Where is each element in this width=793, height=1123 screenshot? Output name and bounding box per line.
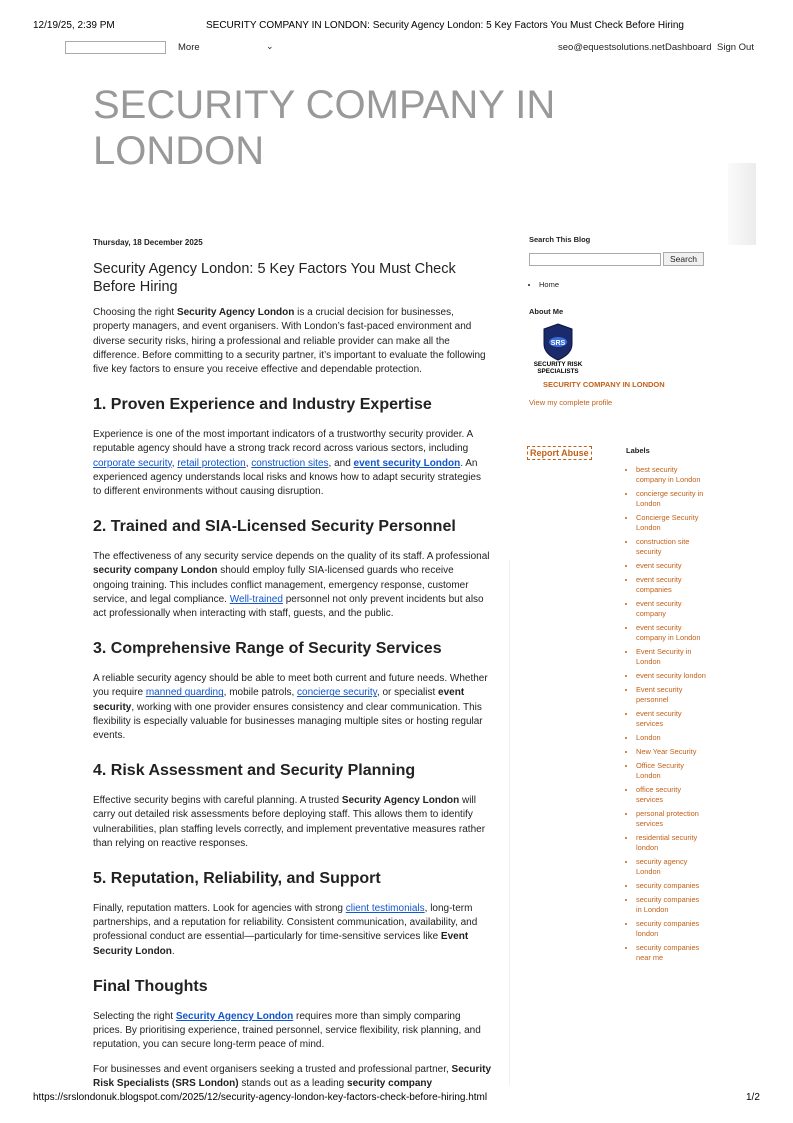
concierge-security-link[interactable]: concierge security: [297, 687, 377, 699]
label-item[interactable]: [636, 919, 706, 939]
label-item[interactable]: [636, 833, 706, 853]
label-link[interactable]: personal protection services: [636, 809, 699, 828]
label-item[interactable]: [636, 685, 706, 705]
profile-logo[interactable]: [529, 322, 587, 374]
navbar-email: seo@equestsolutions.net: [558, 42, 665, 53]
labels-heading: Labels: [626, 446, 650, 455]
navbar-search-input[interactable]: [65, 41, 166, 54]
sidebar: [529, 235, 704, 407]
final-paragraph-2: For businesses and event organisers seeking a trusted and professional partner, Security Risk Specialists (SRS London) stands out as a leading security company: [93, 1063, 492, 1089]
post-body: [93, 230, 491, 1101]
pages-list: [529, 280, 704, 289]
print-page-number: 1/2: [746, 1092, 760, 1103]
label-item[interactable]: [636, 465, 706, 485]
label-link[interactable]: security agency London: [636, 857, 688, 876]
label-item[interactable]: [636, 489, 706, 509]
search-heading: Search This Blog: [529, 235, 591, 244]
print-datetime: 12/19/25, 2:39 PM: [33, 20, 115, 31]
label-link[interactable]: New Year Security: [636, 747, 697, 756]
side-decoration: [728, 163, 756, 245]
manned-guarding-link[interactable]: manned guarding: [145, 687, 224, 699]
label-item[interactable]: [636, 647, 706, 667]
label-item[interactable]: [636, 895, 706, 915]
search-button[interactable]: Search: [663, 252, 704, 266]
label-item[interactable]: [636, 785, 706, 805]
view-profile-link[interactable]: View my complete profile: [529, 398, 613, 407]
sign-out-link[interactable]: Sign Out: [717, 42, 754, 53]
section-3-heading: 3. Comprehensive Range of Security Services: [93, 640, 442, 658]
section-2-paragraph: The effectiveness of any security service depends on the quality of its staff. A professional security company London should employ fully SIA-licensed guards who receive ongoing training. This includes conflict management, emergency response, customer service, and legal compliance. Well-trained personnel not only prevent incidents but also act professionally when interacting with staff, guests, and the public.: [93, 551, 490, 620]
label-link[interactable]: Event security personnel: [636, 685, 683, 704]
label-item[interactable]: [636, 857, 706, 877]
logo-srs-text: SRS: [550, 340, 566, 347]
security-agency-london-link[interactable]: Security Agency London: [175, 1010, 294, 1022]
label-link[interactable]: event security company: [636, 599, 682, 618]
label-item[interactable]: [636, 747, 706, 757]
label-link[interactable]: event security london: [636, 671, 706, 680]
final-paragraph-1: Selecting the right Security Agency London requires more than simply comparing prices. By prioritising experience, trained personnel, service flexibility, risk planning, and reputation, you can secure long-term peace of mind.: [93, 1010, 481, 1051]
report-abuse-link[interactable]: Report Abuse: [527, 446, 592, 460]
label-link[interactable]: event security services: [636, 709, 682, 728]
intro-paragraph: Choosing the right Security Agency London is a crucial decision for businesses, property managers, and event organisers. With London’s fast-paced environment and diverse security risks, hiring a professional and reliable provider can make all the difference. Before committing to a security partner, it’s important to evaluate the following five key factors to ensure you receive effective and dependable protection.: [93, 307, 486, 376]
label-item[interactable]: [636, 733, 706, 743]
label-link[interactable]: Event Security in London: [636, 647, 692, 666]
label-link[interactable]: residential security london: [636, 833, 698, 852]
post-title[interactable]: Security Agency London: 5 Key Factors You Must Check Before Hiring: [93, 261, 456, 296]
label-link[interactable]: Concierge Security London: [636, 513, 699, 532]
about-heading: About Me: [529, 307, 564, 316]
label-item[interactable]: [636, 809, 706, 829]
labels-widget: [626, 446, 706, 967]
section-1-paragraph: Experience is one of the most important indicators of a trustworthy security provider. A reputable agency should have a strong track record across various sectors, including corporate security, retail protection, construction sites, and event security London. An experienced agency understands local risks and knows how to adapt security strategies to different environments without causing disruption.: [93, 429, 481, 498]
label-item[interactable]: [636, 671, 706, 681]
label-item[interactable]: [636, 599, 706, 619]
labels-list: [626, 465, 706, 963]
label-link[interactable]: event security companies: [636, 575, 682, 594]
label-link[interactable]: event security: [636, 561, 682, 570]
logo-caption-1: SECURITY RISK: [533, 361, 583, 368]
label-link[interactable]: security companies london: [636, 919, 700, 938]
section-4-heading: 4. Risk Assessment and Security Planning: [93, 762, 416, 780]
client-testimonials-link[interactable]: client testimonials: [345, 903, 425, 915]
blog-search-input[interactable]: [529, 253, 661, 266]
label-link[interactable]: event security company in London: [636, 623, 701, 642]
label-item[interactable]: [636, 537, 706, 557]
label-link[interactable]: London: [636, 733, 661, 742]
label-item[interactable]: [636, 575, 706, 595]
label-link[interactable]: office security services: [636, 785, 682, 804]
print-url: https://srslondonuk.blogspot.com/2025/12/security-agency-london-key-factors-check-before-hiring.html: [33, 1092, 488, 1103]
label-link[interactable]: best security company in London: [636, 465, 701, 484]
event-security-london-link[interactable]: event security London: [353, 457, 461, 469]
navbar-more-dropdown[interactable]: [178, 42, 200, 53]
section-2-heading: 2. Trained and SIA-Licensed Security Personnel: [93, 518, 456, 536]
blog-title[interactable]: SECURITY COMPANY IN LONDON: [93, 83, 556, 173]
section-5-heading: 5. Reputation, Reliability, and Support: [93, 870, 381, 888]
section-3-paragraph: A reliable security agency should be able to meet both current and future needs. Whether you require manned guarding, mobile patrols, concierge security, or specialist event security, working with one provider ensures consistency and clear communication. This flexibility is especially valuable for businesses managing multiple sites or hosting regular events.: [93, 673, 488, 742]
retail-protection-link[interactable]: retail protection: [177, 457, 246, 469]
label-item[interactable]: [636, 943, 706, 963]
label-item[interactable]: [636, 709, 706, 729]
construction-sites-link[interactable]: construction sites: [251, 457, 329, 469]
page-home-link[interactable]: • Home: [539, 280, 704, 289]
label-item[interactable]: [636, 561, 706, 571]
chevron-down-icon[interactable]: ⌄: [266, 41, 274, 51]
dashboard-link[interactable]: Dashboard: [665, 42, 712, 53]
post-date: Thursday, 18 December 2025: [93, 238, 203, 247]
label-item[interactable]: [636, 881, 706, 891]
logo-caption-2: SPECIALISTS: [537, 368, 579, 374]
profile-name-link[interactable]: SECURITY COMPANY IN LONDON: [543, 380, 665, 389]
label-item[interactable]: [636, 623, 706, 643]
sidebar-divider: [509, 560, 510, 1085]
print-page-title: SECURITY COMPANY IN LONDON: Security Agency London: 5 Key Factors You Must Check Before Hiring: [206, 20, 684, 31]
final-thoughts-heading: Final Thoughts: [93, 977, 208, 995]
label-link[interactable]: security companies: [636, 881, 700, 890]
label-link[interactable]: concierge security in London: [636, 489, 704, 508]
well-trained-link[interactable]: Well-trained: [229, 593, 283, 605]
section-1-heading: 1. Proven Experience and Industry Expertise: [93, 396, 432, 414]
label-link[interactable]: construction site security: [636, 537, 690, 556]
label-link[interactable]: security companies near me: [636, 943, 700, 962]
label-link[interactable]: Office Security London: [636, 761, 684, 780]
section-5-paragraph: Finally, reputation matters. Look for agencies with strong client testimonials, long-term partnerships, and a reputation for reliability. Consistent communication, availability, and professional conduct are essential—particularly for time-sensitive services like Event Security London.: [93, 903, 478, 957]
label-item[interactable]: [636, 513, 706, 533]
label-link[interactable]: security companies in London: [636, 895, 700, 914]
label-item[interactable]: [636, 761, 706, 781]
corporate-security-link[interactable]: corporate security: [93, 457, 172, 469]
more-label: More: [178, 42, 200, 53]
section-4-paragraph: Effective security begins with careful planning. A trusted Security Agency London will carry out detailed risk assessments before deploying staff. This allows them to identify vulnerabilities, plan staffing levels correctly, and implement preventative measures rather than relying on reactive responses.: [93, 795, 486, 849]
